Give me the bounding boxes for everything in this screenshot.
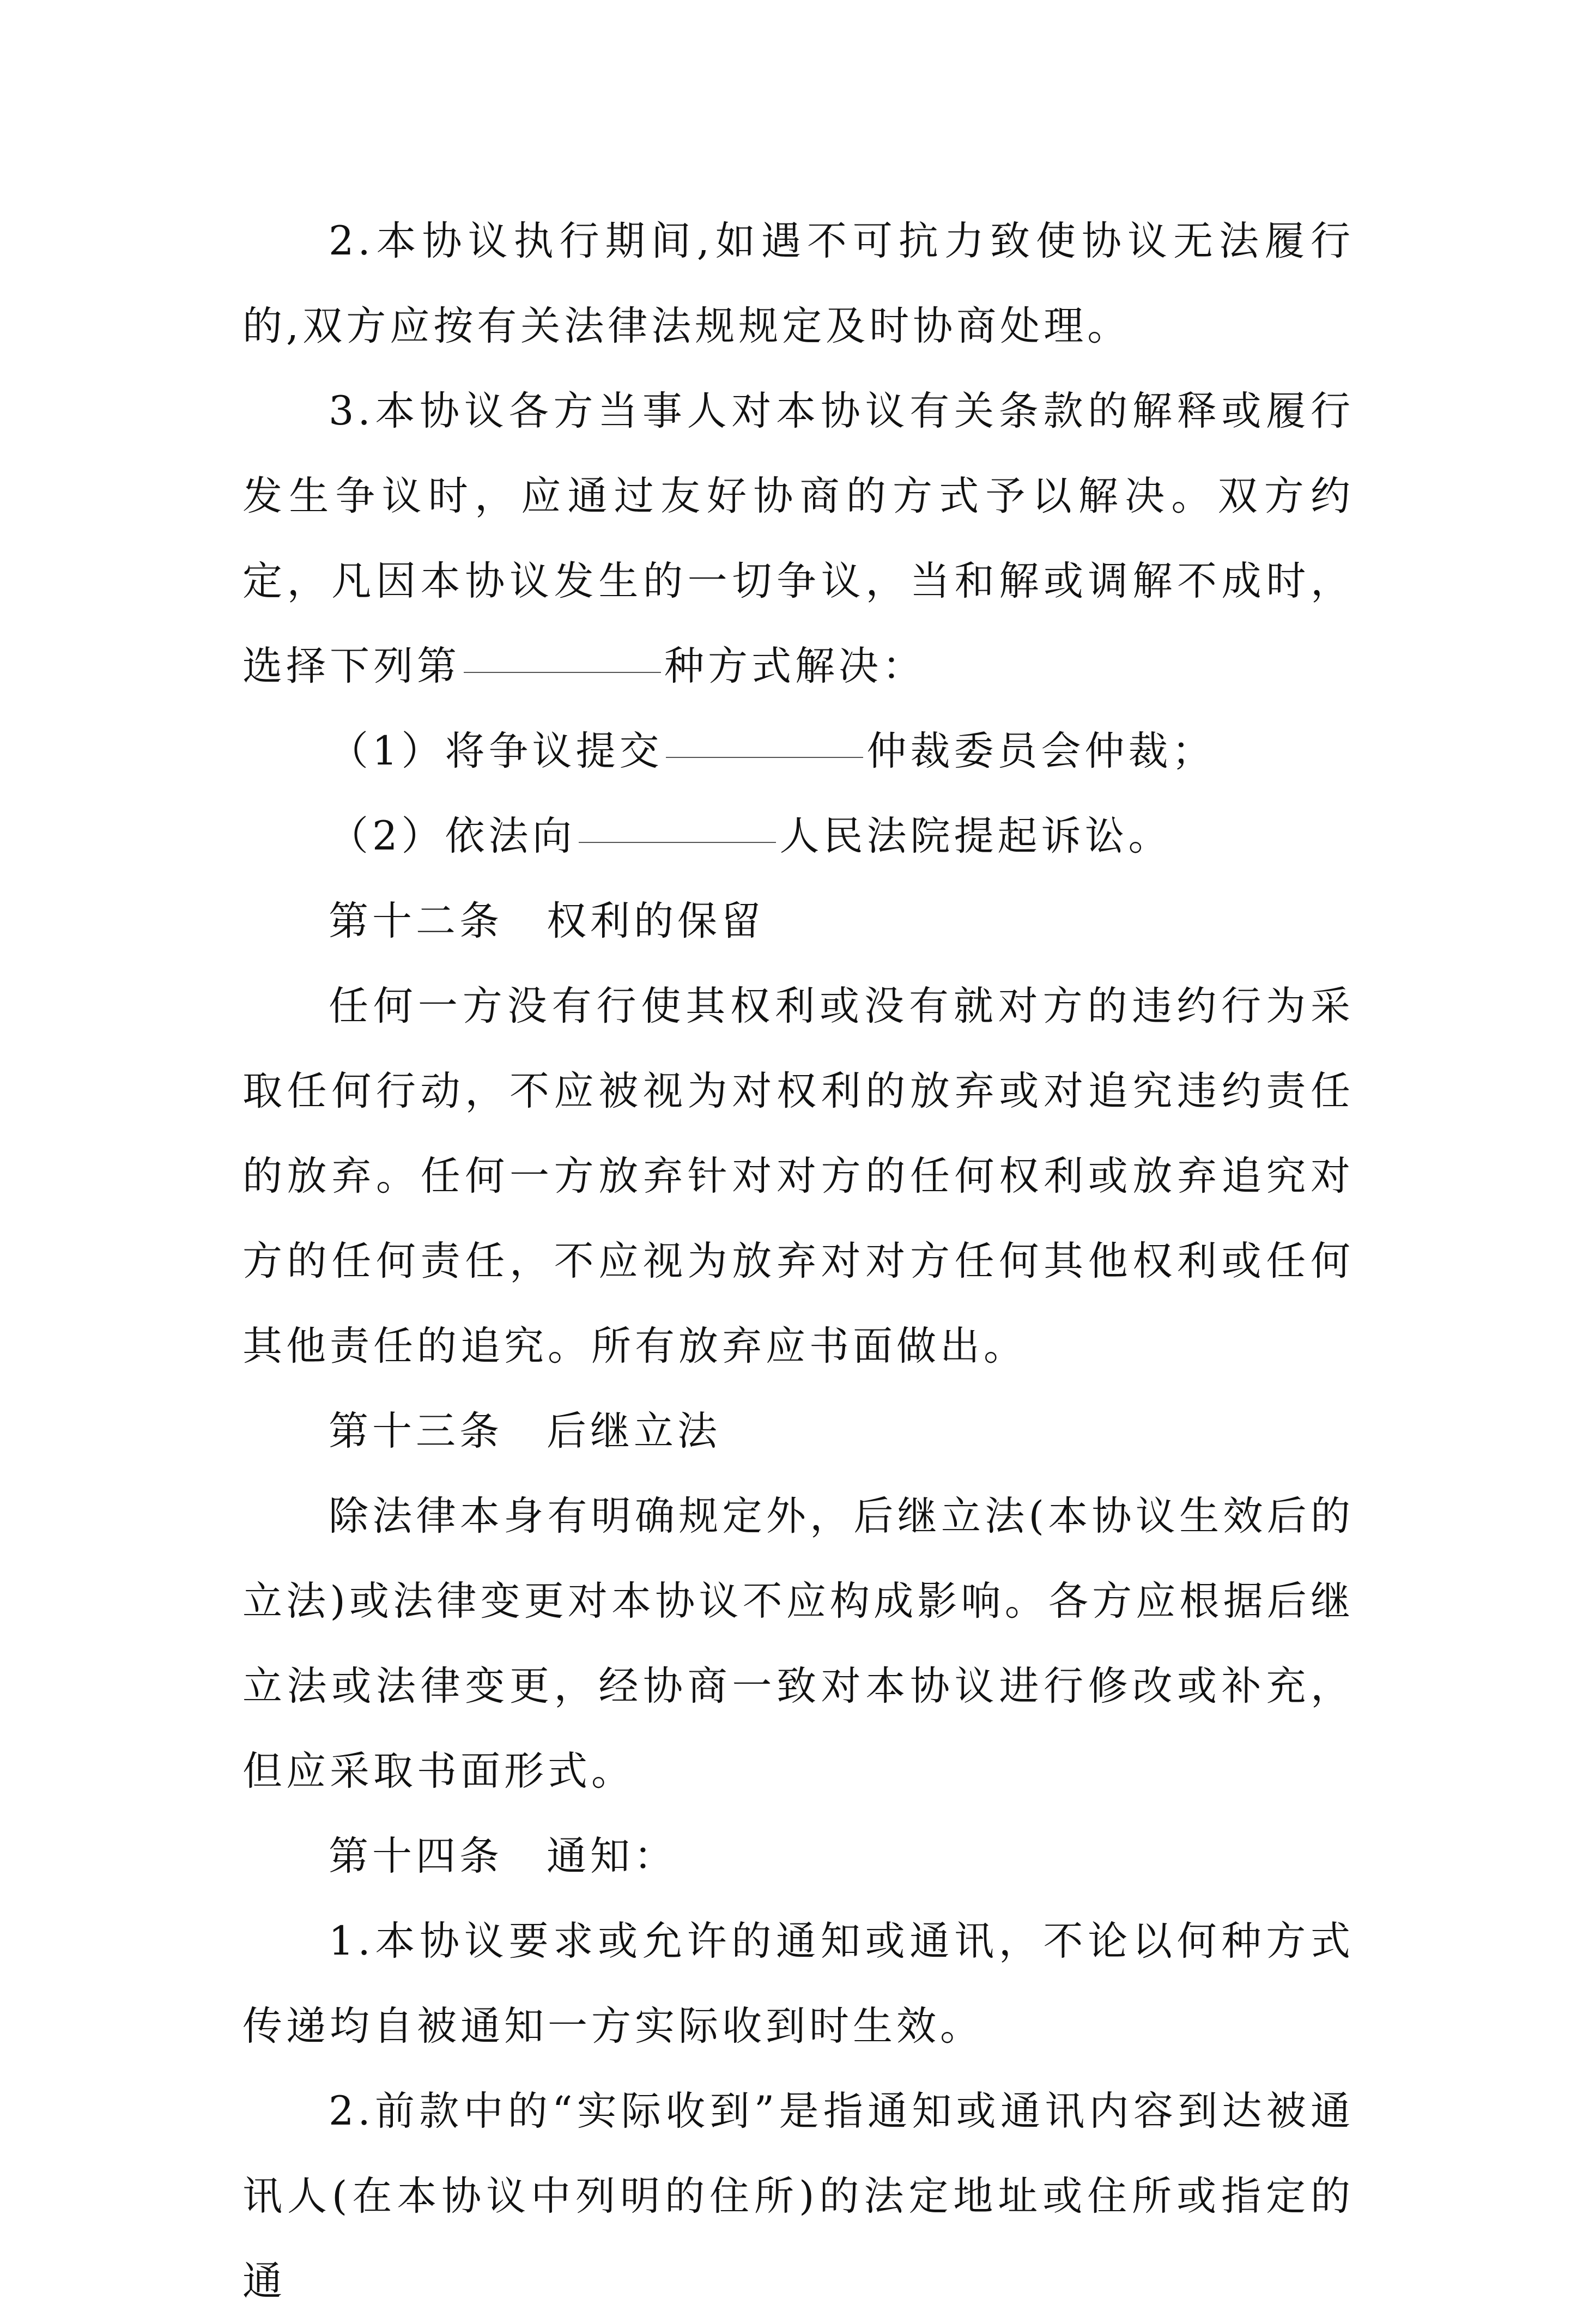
option-2-tail: 人民法院提起诉讼。	[779, 813, 1172, 859]
clause-2-text: 2.本协议执行期间,如遇不可抗力致使协议无法履行的,双方应按有关法律法规规定及时协商处理。	[242, 218, 1354, 349]
dispute-method-blank	[464, 672, 661, 673]
clause-2-force-majeure	[242, 199, 1354, 369]
article-14-clause-1: 1.本协议要求或允许的通知或通讯，不论以何种方式传递均自被通知一方实际收到时生效。	[242, 1918, 1354, 2049]
option-1-text: （1）将争议提交	[329, 728, 663, 774]
document-body	[242, 199, 1354, 2324]
article-14-clause-2: 2.前款中的“实际收到”是指通知或通讯内容到达被通讯人(在本协议中列明的住所)的法定地址或住所或指定的通	[242, 2088, 1354, 2304]
option-2-litigation	[242, 794, 1354, 879]
clause-3-text: 3.本协议各方当事人对本协议有关条款的解释或履行发生争议时，应通过友好协商的方式予以解决。双方约定，凡因本协议发生的一切争议，当和解或调解不成时，选择下列第	[242, 388, 1354, 689]
option-2-text: （2）依法向	[329, 813, 576, 859]
article-14-heading: 第十四条 通知：	[329, 1833, 677, 1879]
option-1-tail: 仲裁委员会仲裁；	[866, 728, 1216, 774]
clause-3-tail: 种方式解决：	[664, 643, 926, 689]
court-name-blank	[579, 842, 776, 843]
arbitration-commission-blank	[666, 757, 863, 758]
article-12-body: 任何一方没有行使其权利或没有就对方的违约行为采取任何行动，不应被视为对权利的放弃或对追究违约责任的放弃。任何一方放弃针对对方的任何权利或放弃追究对方的任何责任，不应视为放弃对对方任何其他权利或任何其他责任的追究。所有放弃应书面做出。	[242, 983, 1354, 1369]
article-13-body: 除法律本身有明确规定外，后继立法(本协议生效后的立法)或法律变更对本协议不应构成影响。各方应根据后继立法或法律变更，经协商一致对本协议进行修改或补充，但应采取书面形式。	[242, 1493, 1354, 1794]
clause-3-dispute-resolution	[242, 369, 1354, 709]
article-12-heading: 第十二条 权利的保留	[329, 898, 765, 944]
article-13-heading: 第十三条 后继立法	[329, 1408, 721, 1454]
option-1-arbitration	[242, 709, 1354, 794]
